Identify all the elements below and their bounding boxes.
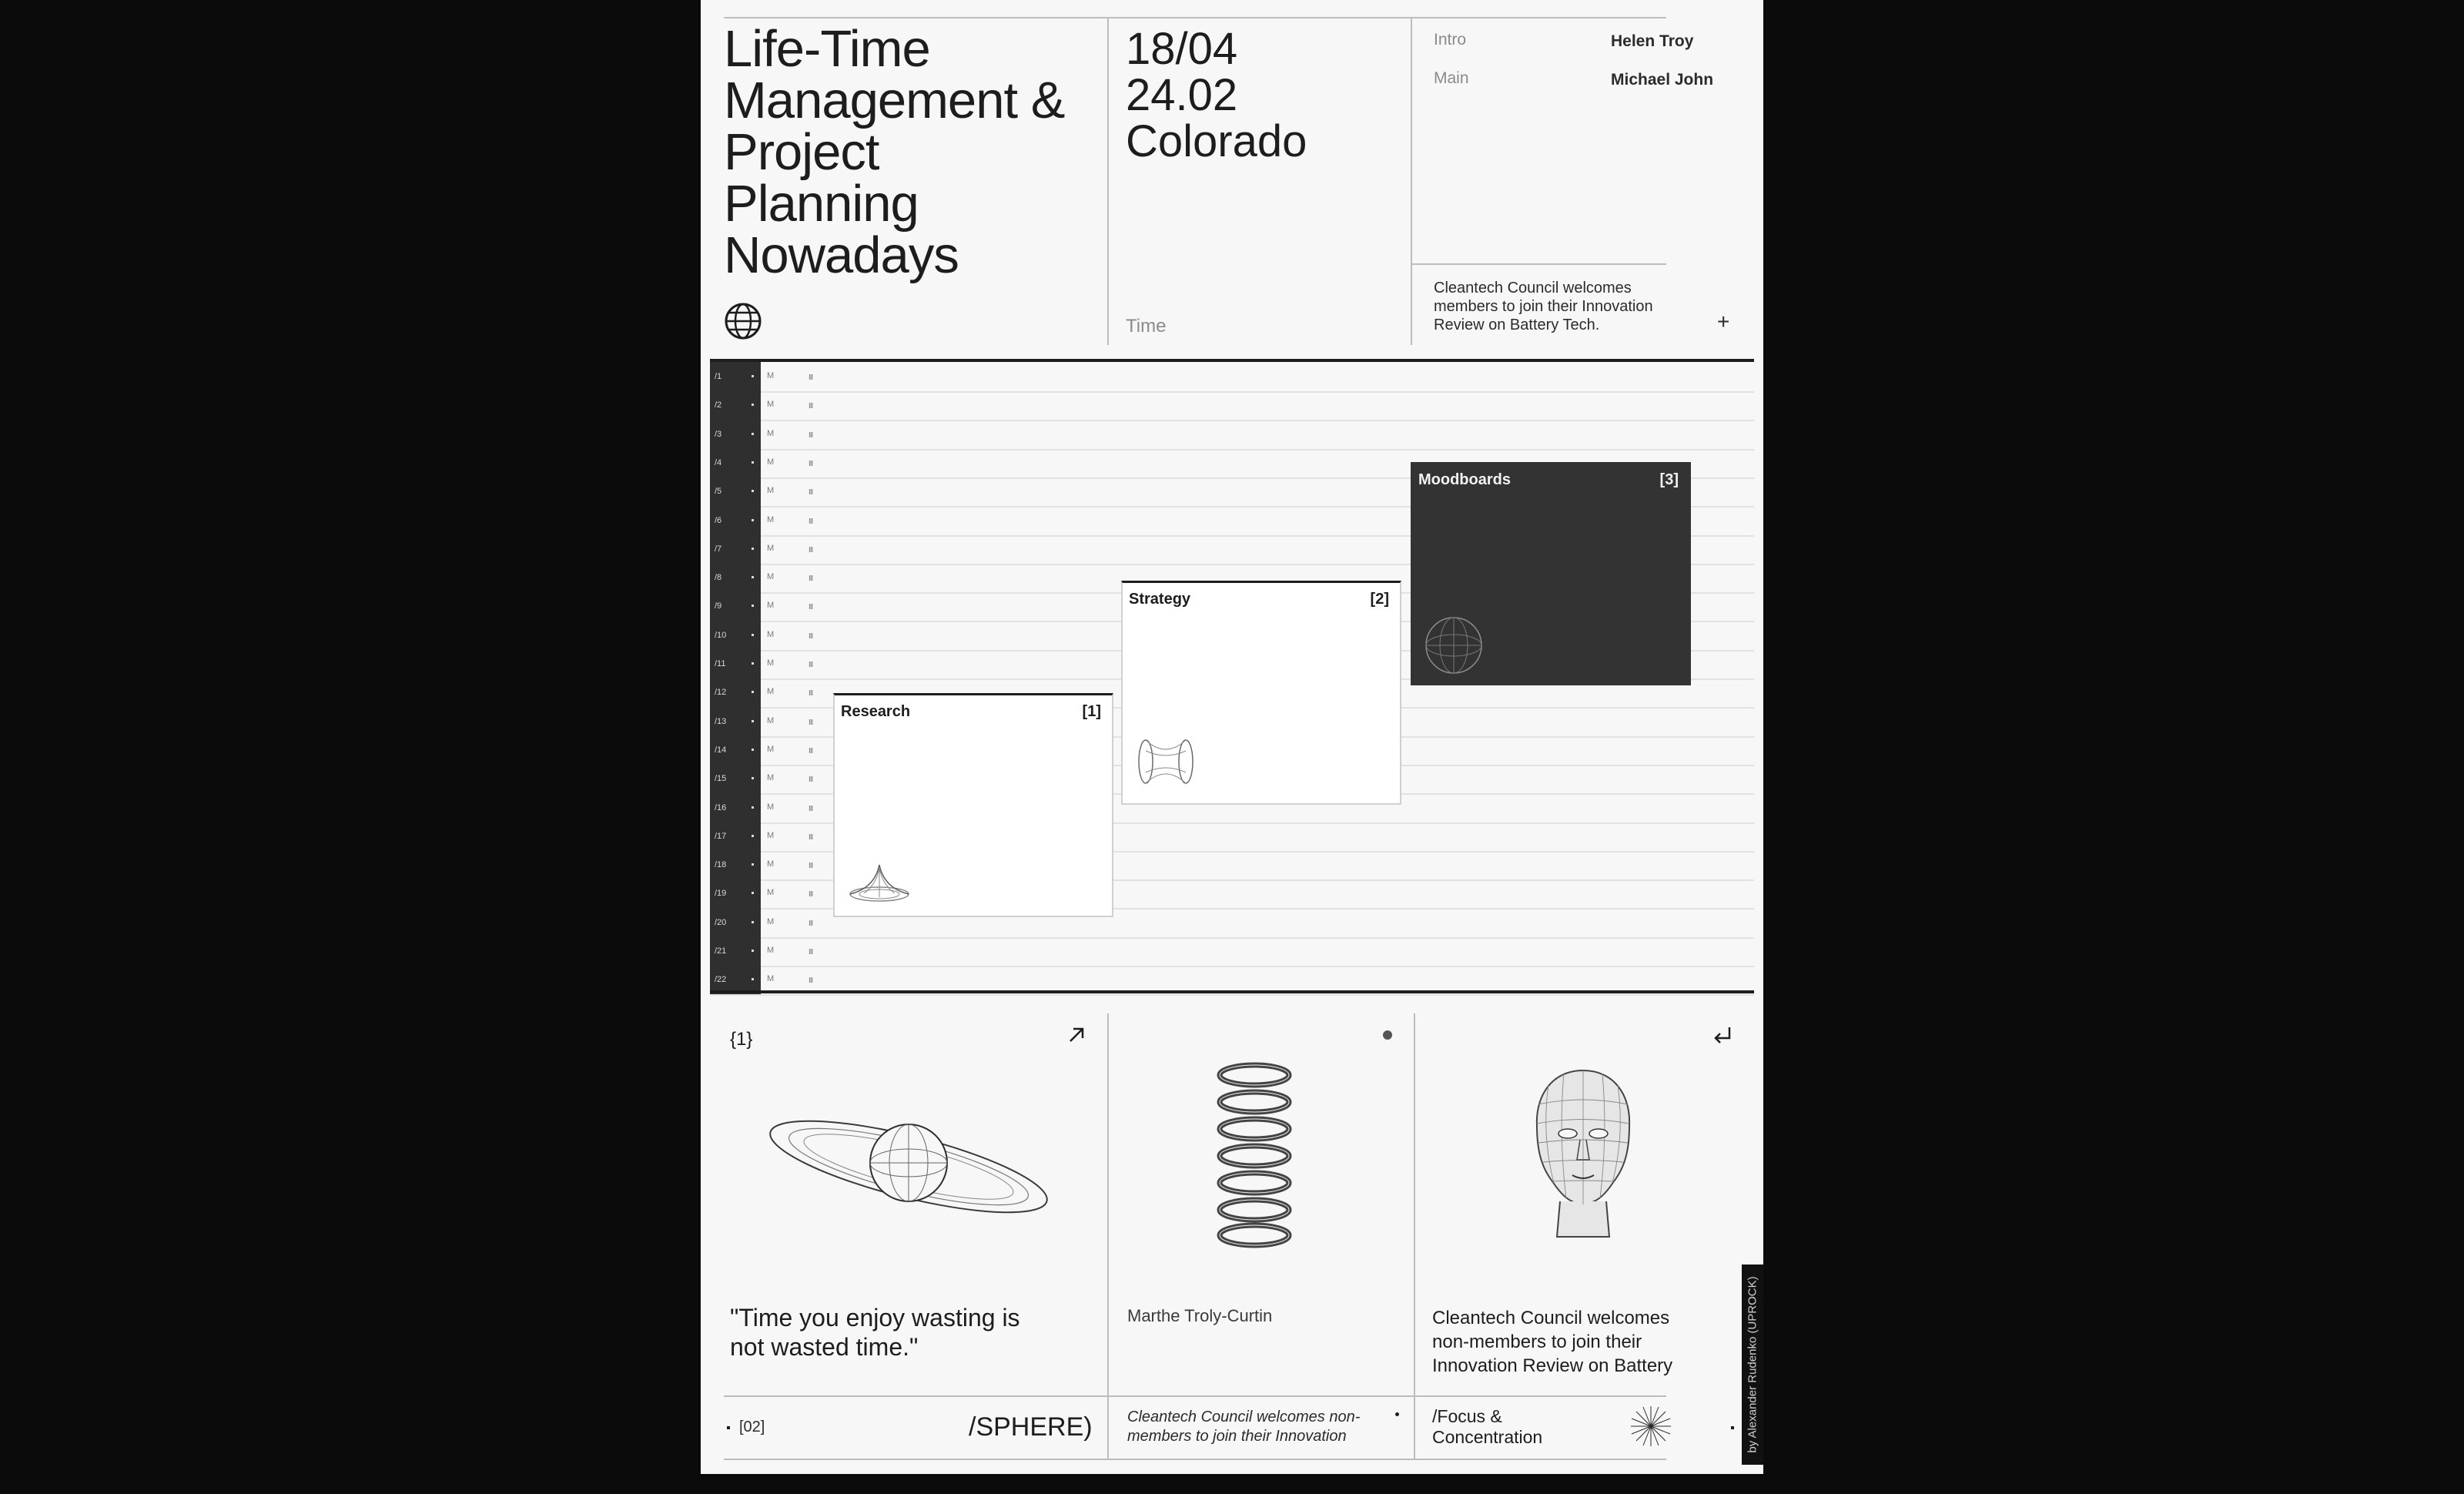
row-marker: M	[767, 773, 775, 783]
row-number: /15	[715, 774, 727, 784]
header-divider-1	[1107, 17, 1109, 345]
row-number: /3	[715, 429, 722, 439]
row-dot	[752, 548, 754, 550]
row-label	[710, 908, 761, 937]
row-number: /8	[715, 573, 722, 583]
row-number: /12	[715, 688, 727, 698]
planet-wireframe-illustration	[762, 1101, 1055, 1236]
row-label	[710, 936, 761, 966]
return-arrow-icon[interactable]	[1711, 1024, 1734, 1051]
row-dot	[752, 749, 754, 751]
row-bars-icon: III	[808, 661, 813, 669]
row-label	[710, 879, 761, 908]
bullet-dot	[1731, 1426, 1734, 1429]
row-label	[710, 707, 761, 736]
row-marker: M	[767, 428, 775, 438]
row-bars-icon: III	[808, 689, 813, 698]
card-moodboards[interactable]	[1411, 462, 1691, 685]
role-name-intro: Helen Troy	[1611, 32, 1694, 50]
row-dot	[752, 634, 754, 636]
timeline-bottom-rule	[710, 990, 1754, 993]
row-bars-icon: III	[808, 488, 813, 497]
row-number: /9	[715, 601, 722, 611]
globe-icon[interactable]	[724, 302, 762, 340]
row-bars-icon: III	[808, 574, 813, 584]
card-title: Strategy	[1129, 591, 1191, 608]
bullet-dot	[727, 1426, 730, 1429]
role-label-main: Main	[1434, 69, 1469, 87]
row-label	[710, 390, 761, 420]
row-number: /2	[715, 400, 722, 410]
row-dot	[752, 720, 754, 722]
row-number: /11	[715, 659, 726, 668]
row-bars-icon: III	[808, 517, 813, 526]
row-bars-icon: III	[808, 919, 813, 928]
row-bars-icon: III	[808, 603, 813, 612]
row-number: /1	[715, 372, 722, 381]
date-line-1: 18/04	[1126, 24, 1238, 74]
row-dot	[752, 978, 754, 980]
row-label	[710, 735, 761, 765]
row-number: /16	[715, 802, 727, 812]
row-dot	[752, 921, 754, 923]
timeline-row[interactable]	[710, 362, 1754, 393]
row-marker: M	[767, 572, 775, 582]
row-marker: M	[767, 400, 775, 410]
row-bars-icon: III	[808, 718, 813, 727]
page-title: Life-Time Management & Project Planning Nowadays	[724, 20, 1065, 284]
panel-divider-2	[1414, 1013, 1415, 1460]
row-label	[710, 534, 761, 564]
row-bars-icon: III	[808, 545, 813, 554]
row-marker: M	[767, 916, 775, 926]
row-dot	[752, 806, 754, 809]
panel-footer-rule	[724, 1395, 1666, 1397]
row-dot	[752, 375, 754, 377]
top-rule	[724, 17, 1666, 18]
status-dot	[1383, 1030, 1392, 1040]
row-dot	[752, 950, 754, 952]
row-dot	[752, 519, 754, 521]
row-bars-icon: III	[808, 804, 813, 813]
event-dates	[1126, 26, 1307, 165]
row-marker: M	[767, 658, 775, 668]
panel-description: Cleantech Council welcomes non-members to join their Innovation Review on Battery	[1432, 1308, 1673, 1376]
credit-tab	[1742, 1265, 1763, 1465]
row-bars-icon: III	[808, 948, 813, 956]
location: Colorado	[1126, 116, 1307, 166]
row-dot	[752, 433, 754, 435]
panel-tag: {1}	[730, 1029, 753, 1050]
row-bars-icon: III	[808, 832, 813, 842]
row-label	[710, 621, 761, 650]
quote-text: "Time you enjoy wasting is not wasted time."	[730, 1304, 1020, 1361]
row-bars-icon: III	[808, 976, 813, 986]
row-bars-icon: III	[808, 374, 813, 382]
row-number: /22	[715, 975, 727, 985]
header-info-rule	[1411, 263, 1666, 265]
row-label	[710, 649, 761, 678]
row-number: /20	[715, 917, 727, 927]
card-title: Research	[841, 703, 911, 720]
header-divider-2	[1411, 17, 1412, 345]
row-label	[710, 822, 761, 851]
row-bars-icon: III	[808, 890, 813, 899]
credit-text: by Alexander Rudenko (UPROCK)	[1746, 1276, 1759, 1453]
spring-wireframe-illustration	[1212, 1060, 1297, 1256]
row-number: /4	[715, 457, 722, 467]
row-number: /14	[715, 745, 727, 755]
poster-sheet	[701, 0, 1763, 1474]
row-bars-icon: III	[808, 775, 813, 785]
row-dot	[752, 490, 754, 492]
sphere-wireframe-icon	[1423, 615, 1485, 680]
row-marker: M	[767, 601, 775, 611]
row-number: /18	[715, 860, 727, 870]
role-name-main: Michael John	[1611, 71, 1714, 89]
timeline-row[interactable]	[710, 420, 1754, 451]
row-marker: M	[767, 946, 775, 955]
row-label	[710, 448, 761, 477]
cone-wireframe-icon	[847, 862, 912, 909]
sphere-brand: /SPHERE)	[969, 1412, 1093, 1442]
row-number: /7	[715, 544, 722, 554]
panel-divider-1	[1107, 1013, 1109, 1460]
row-dot	[752, 605, 754, 607]
starburst-icon	[1629, 1405, 1672, 1452]
row-marker: M	[767, 687, 775, 697]
row-bars-icon: III	[808, 430, 813, 440]
row-marker: M	[767, 744, 775, 754]
row-number: /21	[715, 946, 727, 956]
bullet-dot	[1395, 1412, 1399, 1416]
announcement-text: Cleantech Council welcomes members to join their Innovation Review on Battery Tech.	[1434, 280, 1653, 333]
row-label	[710, 362, 761, 391]
row-dot	[752, 404, 754, 406]
row-dot	[752, 461, 754, 464]
timeline-row[interactable]	[710, 936, 1754, 967]
focus-label: /Focus & Concentration	[1432, 1406, 1543, 1447]
row-marker: M	[767, 888, 775, 898]
row-marker: M	[767, 543, 775, 553]
panel-footer-text: Cleantech Council welcomes non-members to join their Innovation	[1127, 1409, 1361, 1445]
card-index: [2]	[1370, 591, 1389, 608]
row-number: /19	[715, 889, 727, 899]
row-number: /13	[715, 716, 727, 726]
row-bars-icon: III	[808, 631, 813, 641]
row-number: /17	[715, 831, 727, 841]
hyperboloid-wireframe-icon	[1137, 735, 1195, 792]
head-wireframe-illustration	[1522, 1066, 1645, 1247]
row-dot	[752, 777, 754, 779]
row-bars-icon: III	[808, 862, 813, 871]
timeline-row[interactable]	[710, 390, 1754, 421]
row-marker: M	[767, 371, 775, 380]
row-marker: M	[767, 715, 775, 725]
row-number: /10	[715, 630, 727, 640]
row-label	[710, 764, 761, 793]
row-dot	[752, 691, 754, 693]
row-marker: M	[767, 629, 775, 639]
card-title: Moodboards	[1418, 471, 1511, 488]
card-index: [3]	[1659, 471, 1679, 488]
quote-author: Marthe Troly-Curtin	[1127, 1306, 1273, 1325]
row-label	[710, 678, 761, 707]
row-dot	[752, 576, 754, 578]
row-label	[710, 420, 761, 449]
row-marker: M	[767, 514, 775, 524]
role-label-intro: Intro	[1434, 31, 1467, 49]
row-dot	[752, 863, 754, 866]
row-marker: M	[767, 974, 775, 984]
row-marker: M	[767, 486, 775, 496]
expand-button[interactable]: +	[1717, 310, 1730, 333]
card-strategy[interactable]	[1121, 581, 1401, 805]
row-marker: M	[767, 457, 775, 467]
row-number: /5	[715, 487, 722, 497]
row-marker: M	[767, 859, 775, 869]
row-bars-icon: III	[808, 459, 813, 468]
date-line-2: 24.02	[1126, 70, 1238, 120]
arrow-up-right-icon[interactable]	[1066, 1024, 1087, 1050]
row-marker: M	[767, 802, 775, 812]
row-dot	[752, 892, 754, 894]
row-label	[710, 850, 761, 879]
row-bars-icon: III	[808, 402, 813, 411]
row-label	[710, 793, 761, 822]
row-dot	[752, 662, 754, 665]
panel-bottom-rule	[724, 1459, 1666, 1460]
row-bars-icon: III	[808, 746, 813, 755]
row-marker: M	[767, 830, 775, 840]
row-label	[710, 506, 761, 535]
row-number: /6	[715, 515, 722, 525]
row-label	[710, 477, 761, 506]
time-label: Time	[1126, 316, 1167, 337]
row-dot	[752, 835, 754, 837]
footer-number: [02]	[739, 1419, 765, 1435]
row-label	[710, 563, 761, 592]
card-index: [1]	[1082, 703, 1101, 720]
card-research[interactable]	[833, 693, 1113, 917]
row-label	[710, 591, 761, 621]
